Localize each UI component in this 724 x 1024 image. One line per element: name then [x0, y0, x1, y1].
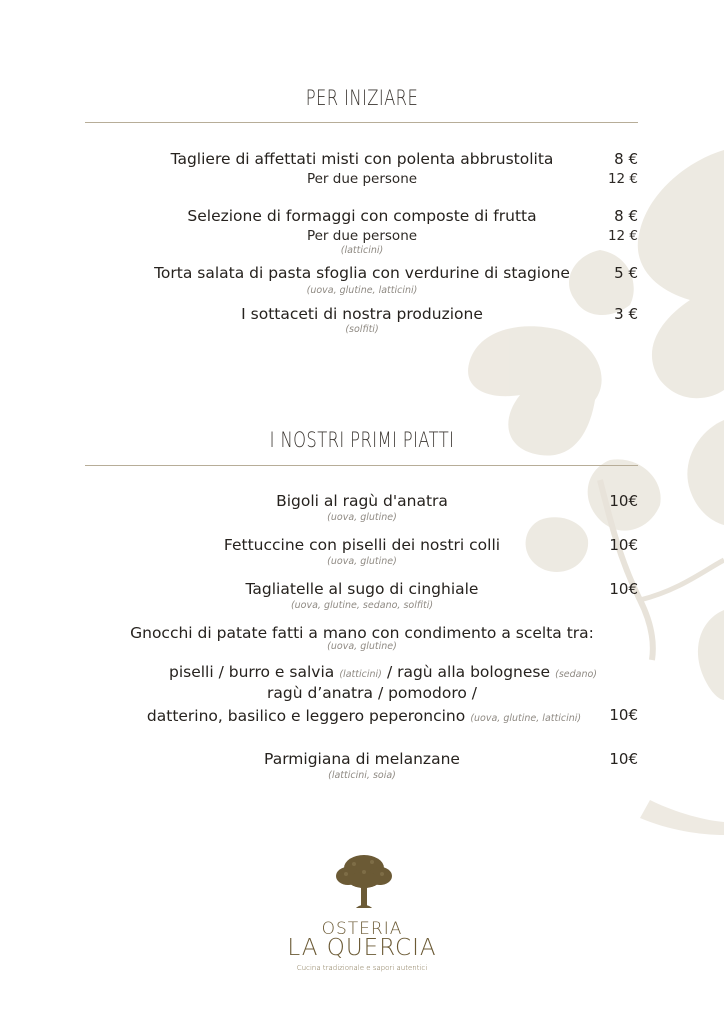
gnocchi-option: / ragù alla bolognese [386, 663, 551, 681]
menu-item-price: 10€ [609, 580, 638, 598]
menu-item-price: 3 € [614, 305, 638, 323]
menu-item-name: Tagliere di affettati misti con polenta abbrustolita [170, 150, 554, 168]
gnocchi-option-line: ragù d’anatra / pomodoro / [267, 684, 477, 702]
menu-item-price: 8 € [614, 150, 638, 168]
menu-item-allergens: (uova, glutine, latticini) [306, 285, 418, 296]
menu-item-allergens: (uova, glutine, sedano, solfiti) [290, 600, 434, 611]
menu-item-name: Bigoli al ragù d'anatra [276, 492, 448, 510]
menu-item-allergens: (latticini) [340, 245, 384, 256]
menu-item-price: 10€ [609, 536, 638, 554]
gnocchi-option-allergens: (latticini) [339, 669, 382, 680]
menu-item-name: Fettuccine con piselli dei nostri colli [223, 536, 501, 554]
menu-item-price: 10€ [609, 706, 638, 724]
menu-item-price: 10€ [609, 492, 638, 510]
menu-item-allergens: (uova, glutine) [327, 641, 397, 652]
menu-item-name: I sottaceti di nostra produzione [241, 305, 483, 323]
menu-item-portion-price: 12 € [607, 228, 638, 244]
menu-item-portion: Per due persone [306, 228, 418, 244]
menu-item-name: Parmigiana di melanzane [264, 750, 460, 768]
menu-item-allergens: (uova, glutine) [327, 512, 397, 523]
menu-item-price: 10€ [609, 750, 638, 768]
section-divider [85, 122, 638, 123]
menu-item-name: Gnocchi di patate fatti a mano con condimento a scelta tra: [130, 624, 594, 642]
gnocchi-option: piselli / burro e salvia [168, 663, 335, 681]
menu-item-allergens: (latticini, soia) [328, 770, 396, 781]
gnocchi-option-line [147, 706, 581, 725]
section-title: I NOSTRI PRIMI PIATTI [269, 428, 455, 452]
logo-line-la-quercia: LA QUERCIA [287, 935, 437, 961]
menu-item-price: 8 € [614, 207, 638, 225]
menu-item-name: Torta salata di pasta sfoglia con verdurine di stagione [154, 264, 570, 282]
gnocchi-option-allergens: (sedano) [555, 669, 598, 680]
logo-line-osteria: OSTERIA [321, 919, 403, 939]
gnocchi-option-allergens: (uova, glutine, latticini) [470, 713, 582, 724]
menu-item-portion: Per due persone [306, 171, 418, 187]
menu-item-allergens: (uova, glutine) [327, 556, 397, 567]
gnocchi-option: datterino, basilico e leggero peperoncino [146, 707, 466, 725]
menu-item-portion-price: 12 € [607, 171, 638, 187]
oak-tree-icon [334, 852, 394, 914]
section-divider [85, 465, 638, 466]
section-title: PER INIZIARE [305, 86, 419, 110]
logo-tagline: Cucina tradizionale e sapori autentici [296, 964, 428, 972]
gnocchi-option-line [169, 662, 597, 681]
menu-item-name: Selezione di formaggi con composte di frutta [187, 207, 537, 225]
menu-item-price: 5 € [614, 264, 638, 282]
menu-item-allergens: (solfiti) [345, 324, 379, 335]
menu-item-name: Tagliatelle al sugo di cinghiale [245, 580, 479, 598]
